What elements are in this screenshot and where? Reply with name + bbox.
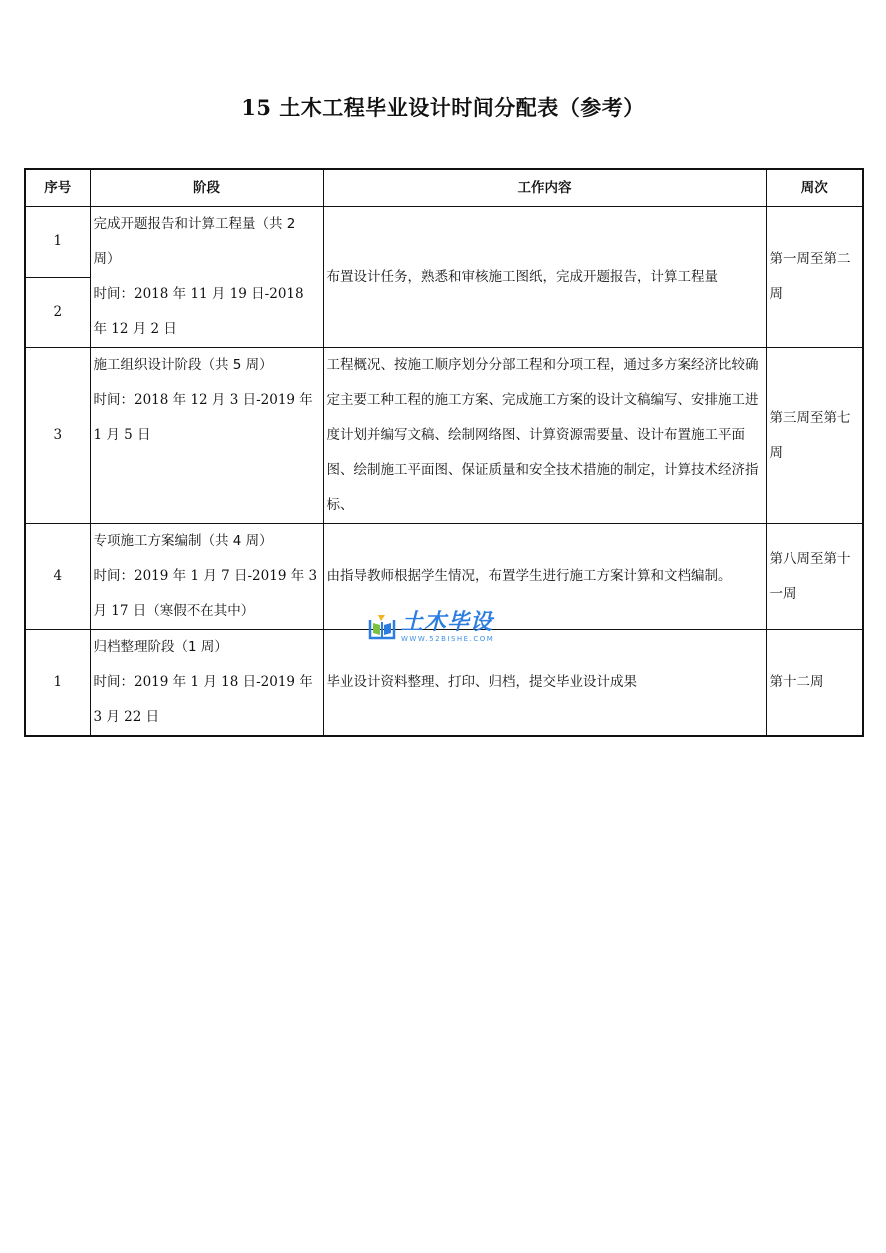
stage-title: 完成开题报告和计算工程量（共 2 周） xyxy=(93,216,296,267)
stage-time: 时间：2019 年 1 月 7 日-2019 年 3 月 17 日（寒假不在其中） xyxy=(93,568,318,619)
seq-cell: 1 xyxy=(25,207,90,278)
table-header-row xyxy=(25,169,863,207)
stage-time: 时间：2019 年 1 月 18 日-2019 年 3 月 22 日 xyxy=(93,674,313,725)
content-cell: 由指导教师根据学生情况，布置学生进行施工方案计算和文档编制。 xyxy=(323,524,766,630)
stage-cell xyxy=(90,348,323,524)
seq-cell: 4 xyxy=(25,524,90,630)
stage-title: 专项施工方案编制（共 4 周） xyxy=(93,533,273,549)
header-content: 工作内容 xyxy=(323,169,766,207)
table-row xyxy=(25,207,863,278)
watermark-brand: 土木毕设 xyxy=(401,609,494,635)
header-seq: 序号 xyxy=(25,169,90,207)
watermark-site: WWW.52BISHE.COM xyxy=(401,634,495,643)
stage-time: 时间：2018 年 12 月 3 日-2019 年 1 月 5 日 xyxy=(93,392,313,443)
content-cell: 工程概况、按施工顺序划分分部工程和分项工程，通过多方案经济比较确定主要工种工程的施工方案、完成施工方案的设计文稿编写、安排施工进度计划并编写文稿、绘制网络图、计算资源需要量、设计布置施工平面图、绘制施工平面图、保证质量和安全技术措施的制定，计算技术经济指标、 xyxy=(323,348,766,524)
header-stage: 阶段 xyxy=(90,169,323,207)
weeks-cell: 第八周至第十一周 xyxy=(766,524,863,630)
seq-cell: 3 xyxy=(25,348,90,524)
header-weeks: 周次 xyxy=(766,169,863,207)
stage-title: 施工组织设计阶段（共 5 周） xyxy=(93,357,273,373)
table-row xyxy=(25,630,863,737)
weeks-cell: 第一周至第二周 xyxy=(766,207,863,348)
stage-cell xyxy=(90,207,323,348)
table-row xyxy=(25,348,863,524)
stage-cell xyxy=(90,630,323,737)
weeks-cell: 第三周至第七周 xyxy=(766,348,863,524)
book-logo-icon xyxy=(367,612,397,642)
stage-cell xyxy=(90,524,323,630)
page-title: 15 土木工程毕业设计时间分配表（参考） xyxy=(241,95,645,120)
weeks-cell: 第十二周 xyxy=(766,630,863,737)
watermark-logo xyxy=(367,609,527,645)
stage-time: 时间：2018 年 11 月 19 日-2018 年 12 月 2 日 xyxy=(93,286,304,337)
content-cell: 布置设计任务，熟悉和审核施工图纸，完成开题报告，计算工程量 xyxy=(323,207,766,348)
schedule-table xyxy=(24,168,864,737)
seq-cell: 1 xyxy=(25,630,90,737)
stage-title: 归档整理阶段（1 周） xyxy=(93,639,228,655)
content-cell: 毕业设计资料整理、打印、归档，提交毕业设计成果 xyxy=(323,630,766,737)
seq-cell: 2 xyxy=(25,277,90,348)
